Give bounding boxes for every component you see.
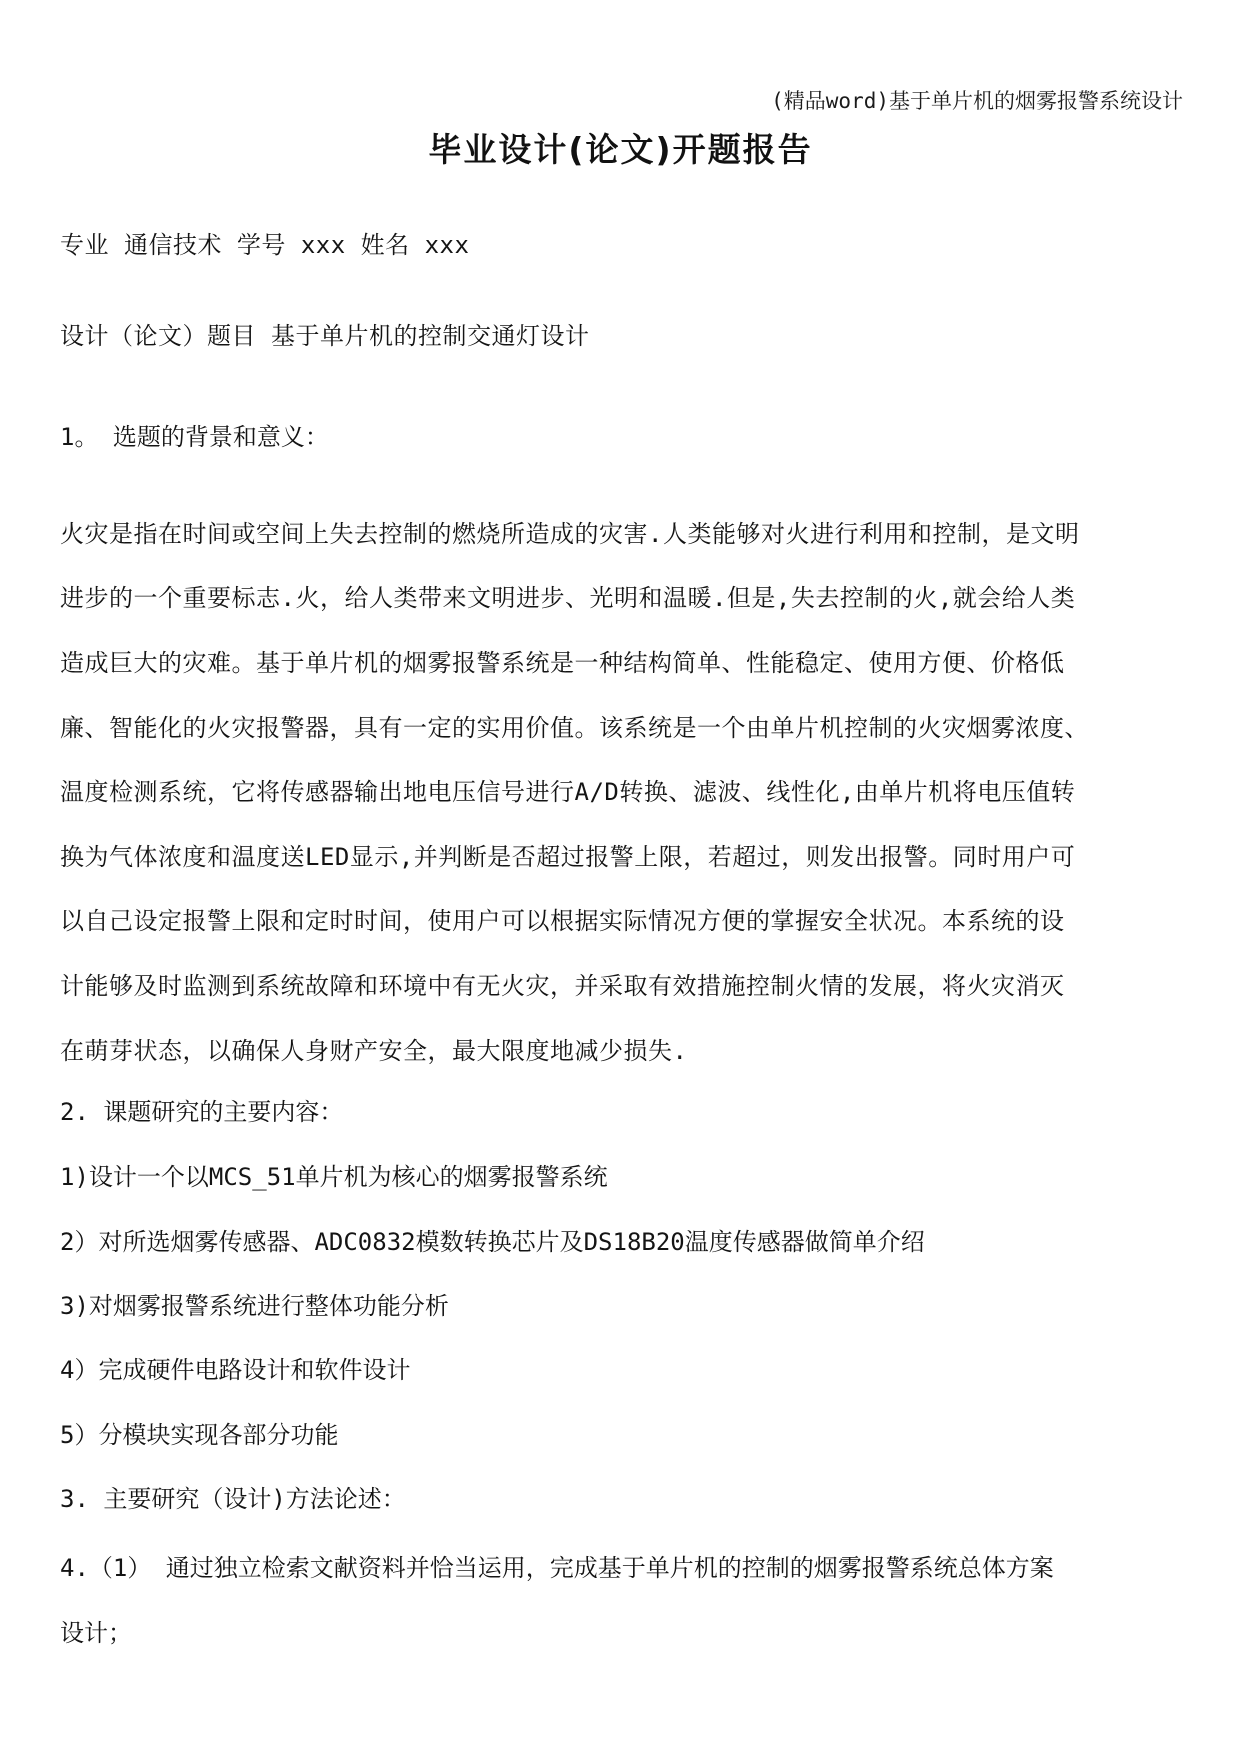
- paragraph-line: 温度检测系统，它将传感器输出地电压信号进行A/D转换、滤波、线性化,由单片机将电压值转: [60, 778, 1076, 806]
- paragraph-line: 火灾是指在时间或空间上失去控制的燃烧所造成的灾害.人类能够对火进行利用和控制，是文明: [60, 520, 1080, 548]
- paragraph-line: 造成巨大的灾难。基于单片机的烟雾报警系统是一种结构简单、性能稳定、使用方便、价格低: [60, 649, 1065, 677]
- paragraph-line: 以自己设定报警上限和定时时间，使用户可以根据实际情况方便的掌握安全状况。本系统的设: [60, 907, 1065, 935]
- paragraph-line: 进步的一个重要标志.火，给人类带来文明进步、光明和温暖.但是,失去控制的火,就会给人类: [60, 584, 1076, 612]
- section-3-heading: 3. 主要研究（设计)方法论述：: [60, 1485, 406, 1513]
- section-4-line: 4.（1） 通过独立检索文献资料并恰当运用，完成基于单片机的控制的烟雾报警系统总体方案: [60, 1554, 1054, 1582]
- section-1-heading: 1。 选题的背景和意义：: [60, 423, 329, 451]
- topic-line: 设计（论文）题目 基于单片机的控制交通灯设计: [60, 322, 590, 350]
- paragraph-line: 廉、智能化的火灾报警器，具有一定的实用价值。该系统是一个由单片机控制的火灾烟雾浓度、: [60, 714, 1089, 742]
- section-2-heading: 2. 课题研究的主要内容：: [60, 1098, 344, 1126]
- running-header: (精品word)基于单片机的烟雾报警系统设计: [771, 89, 1183, 113]
- content-item: 5）分模块实现各部分功能: [60, 1421, 339, 1449]
- section-4-line: 设计；: [60, 1619, 132, 1647]
- document-title: 毕业设计(论文)开题报告: [428, 130, 813, 169]
- paragraph-line: 计能够及时监测到系统故障和环境中有无火灾，并采取有效措施控制火情的发展，将火灾消灭: [60, 972, 1065, 1000]
- paragraph-line: 换为气体浓度和温度送LED显示,并判断是否超过报警上限，若超过，则发出报警。同时用户可: [60, 843, 1076, 871]
- content-item: 4）完成硬件电路设计和软件设计: [60, 1356, 411, 1384]
- content-item: 2）对所选烟雾传感器、ADC0832模数转换芯片及DS18B20温度传感器做简单介绍: [60, 1228, 925, 1256]
- major-line: 专业 通信技术 学号 xxx 姓名 xxx: [60, 231, 470, 259]
- content-item: 1)设计一个以MCS_51单片机为核心的烟雾报警系统: [60, 1163, 608, 1191]
- content-item: 3)对烟雾报警系统进行整体功能分析: [60, 1292, 449, 1320]
- paragraph-line: 在萌芽状态，以确保人身财产安全，最大限度地减少损失.: [60, 1037, 688, 1065]
